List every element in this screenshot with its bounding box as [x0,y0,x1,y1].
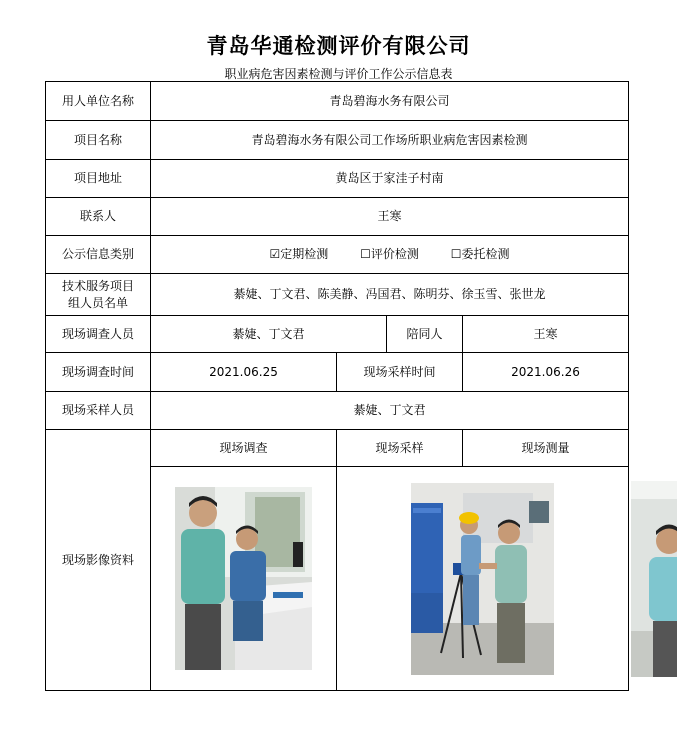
sampling-time-value: 2021.06.26 [463,353,629,392]
unchecked-box-icon: ☐ [450,247,462,261]
survey-value: 綦婕、丁文君 [151,316,387,353]
project-value: 青岛碧海水务有限公司工作场所职业病危害因素检测 [151,121,629,160]
sampling-photo [411,483,554,675]
team-label-line2: 组人员名单 [67,295,128,310]
media-col-sampling: 现场采样 [337,430,463,467]
row-project [46,121,629,160]
option-commissioned[interactable] [451,246,510,263]
row-media-headers [46,430,629,467]
row-contact [46,198,629,236]
option-evaluation[interactable] [360,246,419,263]
row-employer [46,82,629,121]
team-label [46,274,151,316]
disclosure-table [45,81,629,691]
employer-label: 用人单位名称 [46,82,151,121]
checked-box-icon: ☑ [269,247,281,261]
team-value: 綦婕、丁文君、陈美静、冯国君、陈明芬、徐玉雪、张世龙 [151,274,629,316]
info-type-options [151,236,629,274]
employer-value: 青岛碧海水务有限公司 [151,82,629,121]
contact-label: 联系人 [46,198,151,236]
photo-cell-survey [151,467,337,691]
sampling-time-label: 现场采样时间 [337,353,463,392]
media-col-survey: 现场调查 [151,430,337,467]
option-periodic[interactable] [270,246,329,263]
company-title: 青岛华通检测评价有限公司 [206,34,471,58]
measurement-photo [631,481,677,677]
address-label: 项目地址 [46,160,151,198]
form-subtitle: 职业病危害因素检测与评价工作公示信息表 [224,67,453,81]
row-team [46,274,629,316]
media-col-measurement: 现场测量 [463,430,629,467]
row-address [46,160,629,198]
samplers-value: 綦婕、丁文君 [151,392,629,430]
unchecked-box-icon: ☐ [360,247,371,261]
row-info-type [46,236,629,274]
survey-label: 现场调查人员 [46,316,151,353]
contact-value: 王寒 [151,198,629,236]
option-evaluation-label: 评价检测 [370,247,419,261]
photo-cell-sampling [337,467,629,691]
survey-time-label: 现场调查时间 [46,353,151,392]
option-commissioned-label: 委托检测 [461,247,510,261]
row-survey [46,316,629,353]
project-label: 项目名称 [46,121,151,160]
media-label: 现场影像资料 [46,430,151,691]
escort-label: 陪同人 [387,316,463,353]
team-label-line1: 技术服务项目 [61,278,134,293]
row-times [46,353,629,392]
samplers-label: 现场采样人员 [46,392,151,430]
survey-time-value: 2021.06.25 [151,353,337,392]
survey-photo [175,487,312,670]
info-type-label: 公示信息类别 [46,236,151,274]
escort-value: 王寒 [463,316,629,353]
option-periodic-label: 定期检测 [280,247,329,261]
address-value: 黄岛区于家洼子村南 [151,160,629,198]
row-samplers [46,392,629,430]
